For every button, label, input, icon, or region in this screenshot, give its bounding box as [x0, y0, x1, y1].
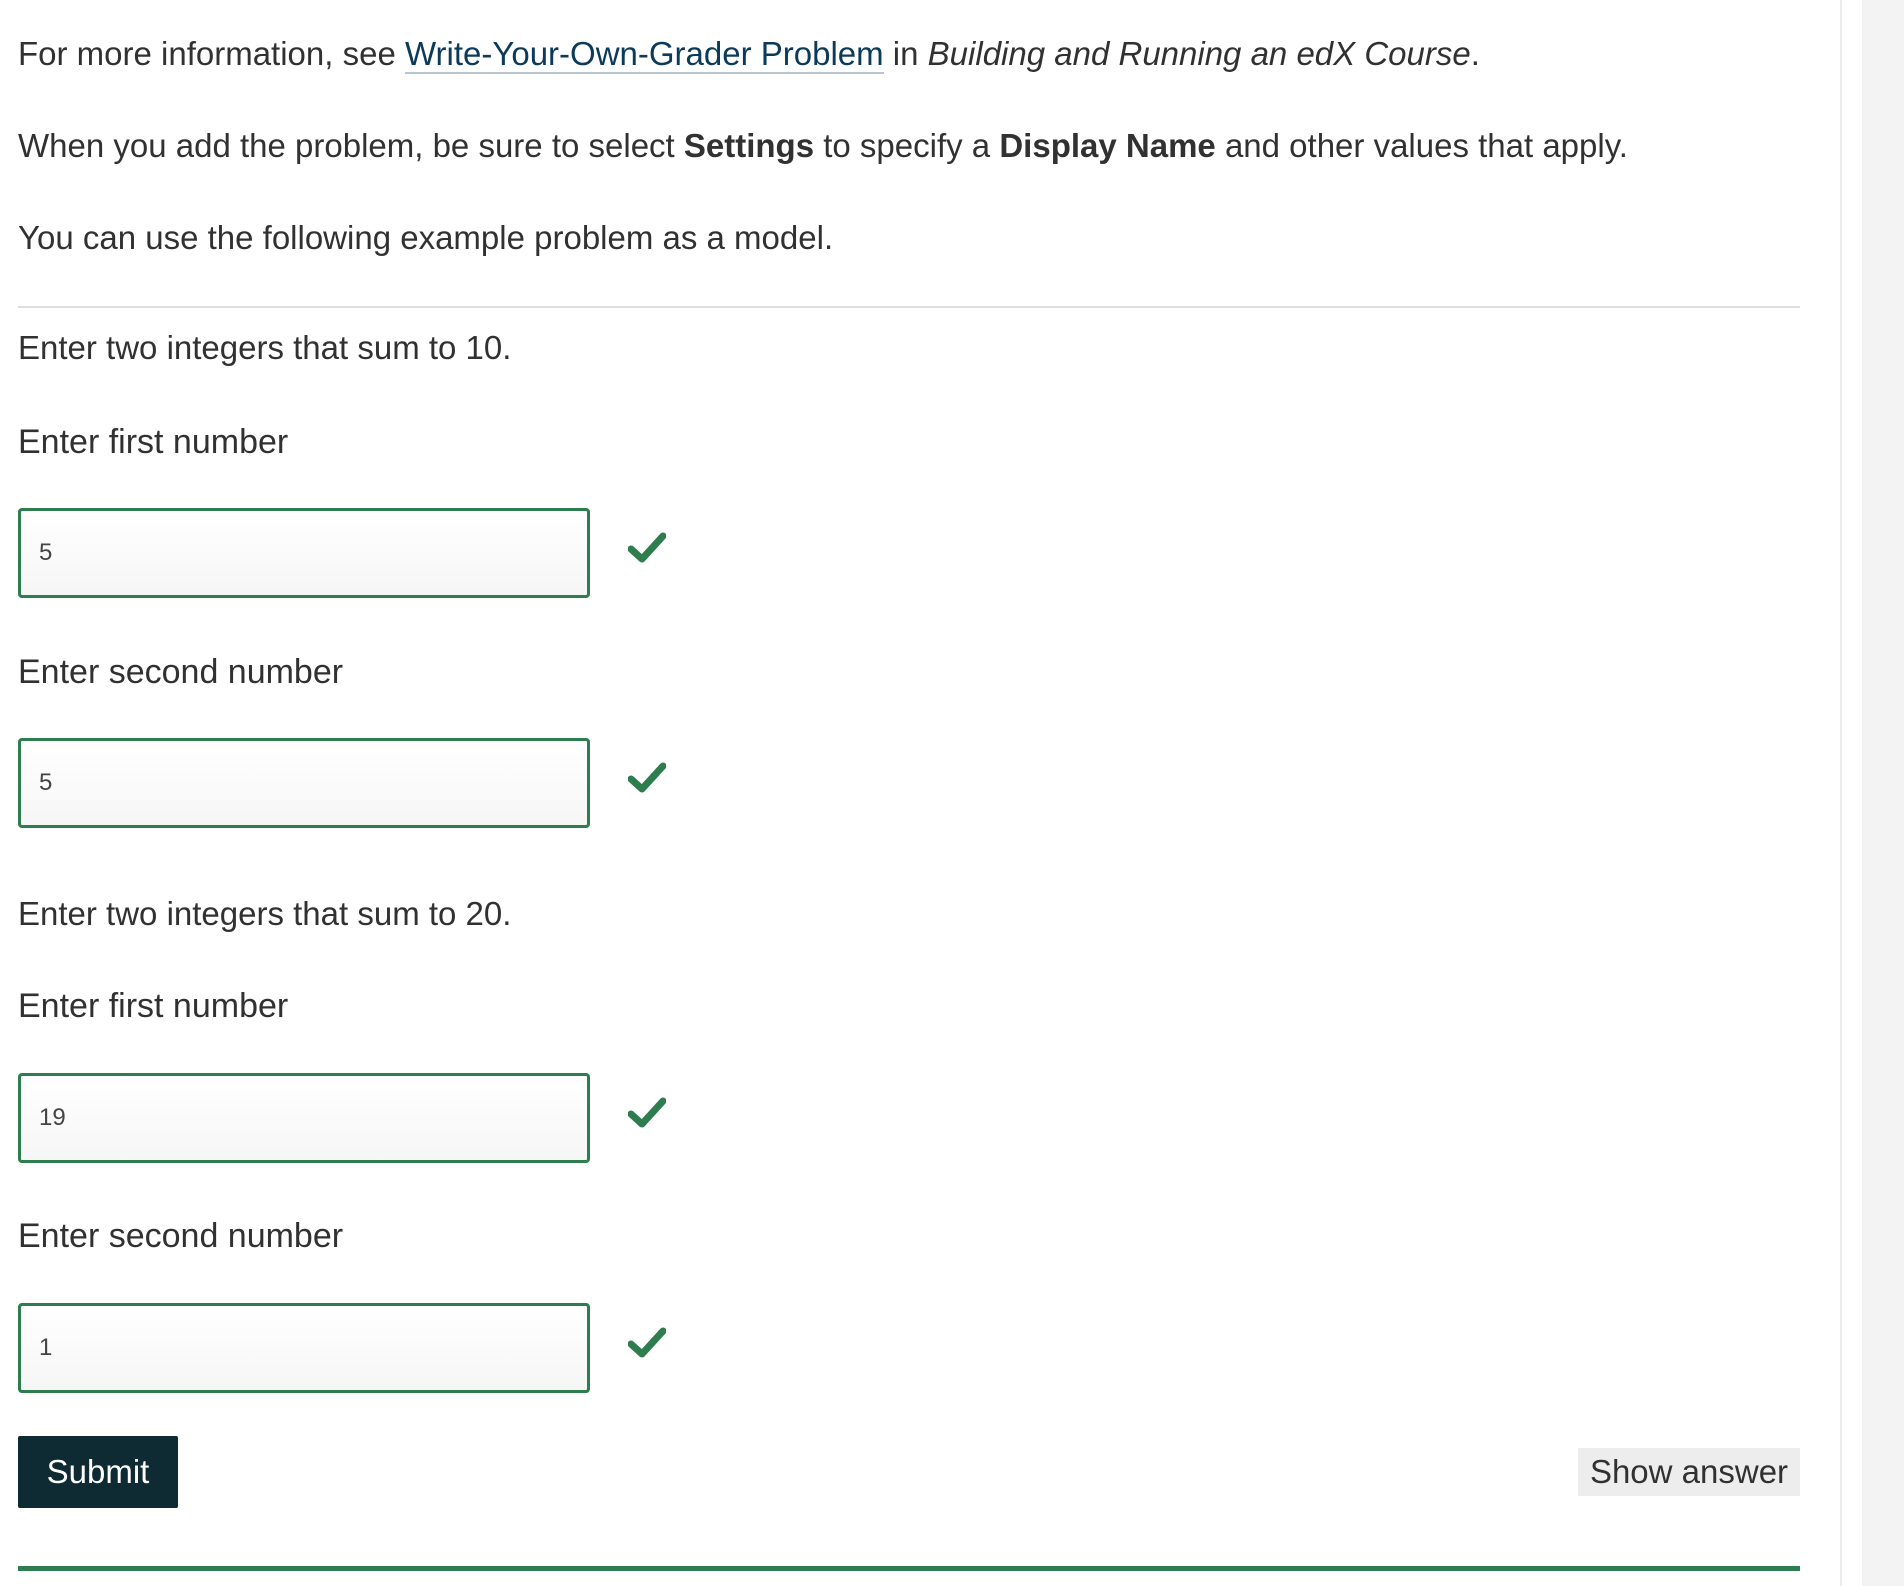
display-name-term: Display Name — [999, 127, 1216, 164]
model-paragraph: You can use the following example problem as a model. — [18, 219, 834, 256]
q1-second-number-label: Enter second number — [18, 653, 344, 691]
q1-first-number-input[interactable] — [18, 508, 590, 598]
question-2-prompt: Enter two integers that sum to 20. — [18, 895, 512, 932]
correct-checkmark-icon — [628, 1327, 666, 1359]
right-scroll-gutter — [1840, 0, 1904, 1586]
info-prefix: For more information, see — [18, 35, 405, 72]
correct-checkmark-icon — [628, 532, 666, 564]
problem-footer-bar — [18, 1566, 1800, 1571]
settings-prefix: When you add the problem, be sure to select — [18, 127, 684, 164]
scrollbar-track[interactable] — [1862, 0, 1904, 1586]
settings-mid: to specify a — [814, 127, 1000, 164]
q2-first-number-input[interactable] — [18, 1073, 590, 1163]
question-1-prompt: Enter two integers that sum to 10. — [18, 329, 512, 366]
q1-first-number-label: Enter first number — [18, 423, 289, 461]
grader-problem-link[interactable]: Write-Your-Own-Grader Problem — [404, 35, 884, 72]
info-suffix: . — [1470, 35, 1480, 72]
info-mid: in — [883, 35, 928, 72]
submit-button[interactable]: Submit — [18, 1436, 178, 1508]
q2-second-number-input[interactable] — [18, 1303, 590, 1393]
correct-checkmark-icon — [628, 762, 666, 794]
show-answer-button[interactable]: Show answer — [1578, 1448, 1800, 1496]
q1-second-number-input[interactable] — [18, 738, 590, 828]
q2-second-number-label: Enter second number — [18, 1217, 344, 1255]
q2-first-number-label: Enter first number — [18, 987, 289, 1025]
section-divider — [18, 306, 1800, 308]
settings-suffix: and other values that apply. — [1215, 127, 1628, 164]
settings-paragraph — [18, 126, 1628, 166]
correct-checkmark-icon — [628, 1097, 666, 1129]
info-paragraph — [18, 34, 1480, 74]
settings-term: Settings — [683, 127, 815, 164]
book-title: Building and Running an edX Course — [927, 35, 1471, 72]
